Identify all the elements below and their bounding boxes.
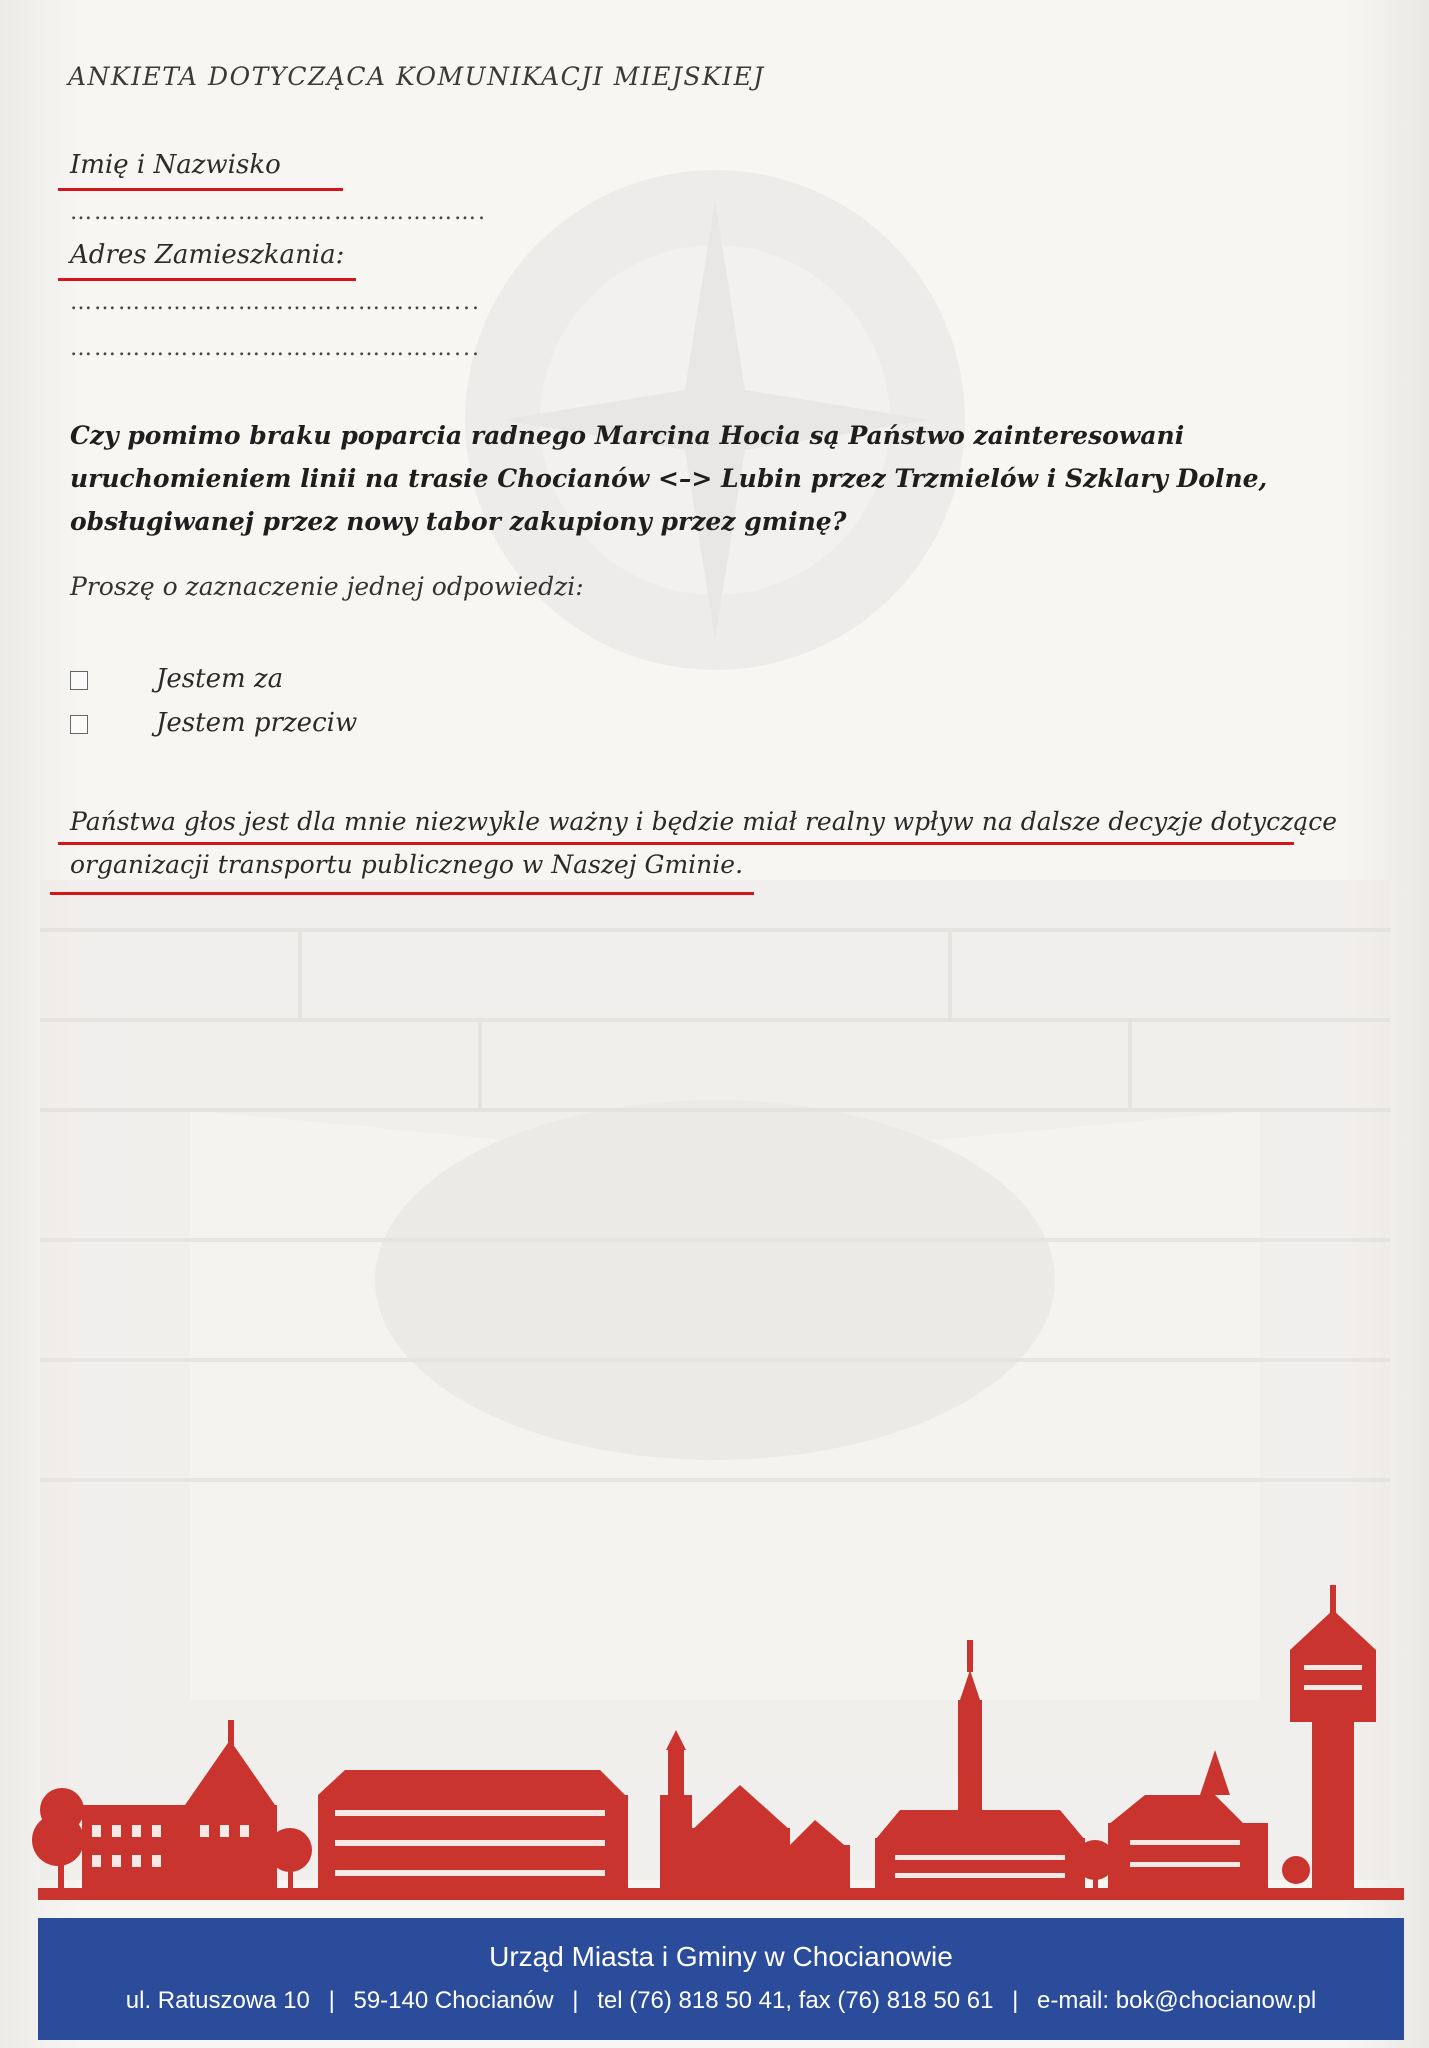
footer-contact-line [38,1987,1404,2015]
page-title: ANKIETA DOTYCZĄCA KOMUNIKACJI MIEJSKIEJ [68,62,765,91]
footer-address: ul. Ratuszowa 10 [125,1987,310,2014]
survey-question: Czy pomimo braku poparcia radnego Marcina Hocia są Państwo zainteresowani uruchomieniem linii na trasie Chocianów <–> Lubin przez Trzmielów i Szklary Dolne, obsługiwanej przez nowy tabor zakupiony przez gminę? [70,421,1268,536]
address-field-line-1[interactable]: …………………………………………... [70,290,481,315]
red-underline [58,278,356,281]
footer-bar [38,1918,1404,2040]
red-underline [50,892,754,895]
footer-email: e-mail: bok@chocianow.pl [1037,1987,1317,2014]
red-underline [58,188,343,191]
footer-separator: | [1012,1987,1019,2014]
town-skyline-illustration [0,1570,1429,1910]
option-for[interactable] [70,662,284,698]
footer-phone: tel (76) 818 50 41, fax (76) 818 50 61 [597,1987,994,2014]
footer-separator: | [572,1987,579,2014]
closing-line-1: Państwa głos jest dla mnie niezwykle ważny i będzie miał realny wpływ na dalsze decyzje dotyczące [70,807,1338,836]
address-field-line-2[interactable]: …………………………………………... [70,336,481,361]
name-label: Imię i Nazwisko [70,150,281,180]
name-field[interactable]: ……………………………………………. [70,200,487,225]
address-label: Adres Zamieszkania: [70,240,345,270]
red-underline [58,842,1294,845]
closing-line-2: organizacji transportu publicznego w Naszej Gminie. [70,850,744,879]
option-against-label: Jestem przeciw [156,708,358,738]
option-for-checkbox[interactable] [70,671,88,690]
option-against[interactable] [70,706,358,742]
footer-postal: 59-140 Chocianów [353,1987,554,2014]
option-for-label: Jestem za [156,664,284,694]
footer-separator: | [328,1987,335,2014]
instruction-text: Proszę o zaznaczenie jednej odpowiedzi: [70,572,584,601]
footer-institution: Urząd Miasta i Gminy w Chocianowie [489,1941,953,1972]
option-against-checkbox[interactable] [70,715,88,734]
